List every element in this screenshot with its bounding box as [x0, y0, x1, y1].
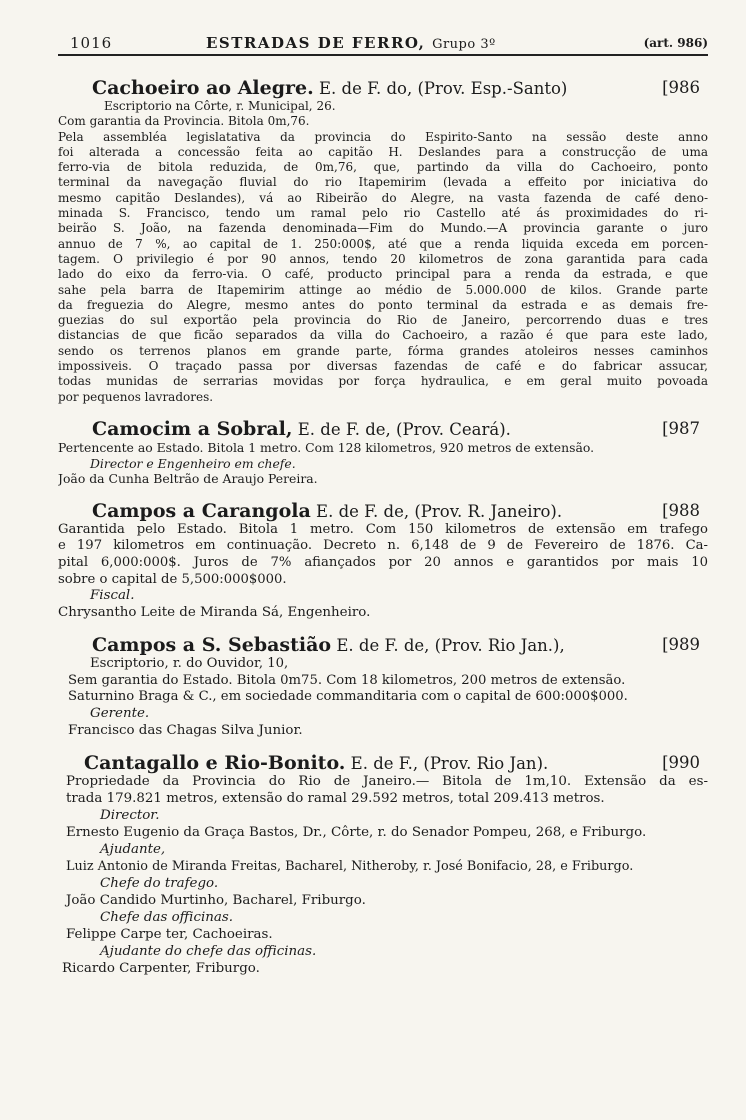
- railway-name: Campos a S. Sebastião: [92, 634, 332, 657]
- person-name: João Candido Murtinho, Bacharel, Friburgo.: [66, 893, 366, 909]
- entry-line: Escriptorio, r. do Ouvidor, 10,: [90, 656, 289, 672]
- role-title: Chefe do trafego.: [100, 876, 219, 892]
- entry-line: lado do eixo da ferro-via. O café, producto principal para a renda da estrada, e que: [58, 267, 708, 282]
- entry-986: [58, 78, 708, 405]
- entry-heading: [58, 753, 708, 774]
- entry-number: [986: [662, 78, 700, 97]
- role-title: Director.: [100, 808, 160, 824]
- entry-987: [58, 419, 708, 487]
- entry-heading: [58, 419, 708, 440]
- entry-line: terminal da navegação fluvial do rio Itapemirim (levada a effeito por iniciativa do: [58, 175, 708, 190]
- entry-line: impossiveis. O traçado passa por diversas fazendas de café e do fabricar assucar,: [58, 359, 708, 374]
- entry-line: todas munidas de serrarias movidas por força hydraulica, e em geral muito povoada: [58, 374, 708, 389]
- page: [58, 28, 708, 977]
- role-title: Chefe das officinas.: [100, 910, 233, 926]
- railway-name: Camocim a Sobral,: [92, 417, 293, 440]
- entry-line: Garantida pelo Estado. Bitola 1 metro. Com 150 kilometros de extensão em trafego: [58, 521, 708, 537]
- entry-number: [990: [662, 753, 700, 773]
- role-title: Ajudante do chefe das officinas.: [100, 944, 317, 960]
- entry-line: Propriedade da Provincia do Rio de Janeiro.— Bitola de 1m,10. Extensão da es-: [66, 774, 708, 790]
- entry-heading: [58, 635, 708, 656]
- railway-name: Cantagallo e Rio-Bonito.: [84, 752, 346, 775]
- entry-line: foi alterada a concessão feita ao capitão H. Deslandes para a construcção de uma: [58, 144, 708, 159]
- entry-line: annuo de 7 %, ao capital de 1. 250:000$, até que a renda liquida exceda em porcen-: [58, 236, 708, 251]
- entry-number: [987: [662, 418, 700, 438]
- person-name: Ricardo Carpenter, Friburgo.: [62, 961, 260, 977]
- entry-line: e 197 kilometros em continuação. Decreto n. 6,148 de 9 de Fevereiro de 1876. Ca-: [58, 538, 708, 554]
- entry-line: sendo os terrenos planos em grande parte, fórma grandes atoleiros nesses caminhos: [58, 343, 708, 358]
- person-name: Ernesto Eugenio da Graça Bastos, Dr., Côrte, r. do Senador Pompeu, 268, e Friburgo.: [66, 825, 647, 841]
- entry-line: pital 6,000:000$. Juros de 7% afiançados por 20 annos e garantidos por mais 10: [58, 554, 708, 570]
- entry-line: por pequenos lavradores.: [58, 389, 214, 404]
- entry-line: beirão S. João, na fazenda denominada—Fim do Mundo.—A provincia garante o juro: [58, 221, 708, 236]
- entry-line: tagem. O privilegio é por 90 annos, tendo 20 kilometros de zona garantida para cada: [58, 251, 708, 266]
- railway-descriptor: E. de F. de, (Prov. Ceará).: [297, 419, 511, 439]
- railway-descriptor: E. de F. de, (Prov. Rio Jan.),: [336, 636, 565, 656]
- entry-number: [988: [662, 500, 700, 520]
- role-title: Gerente.: [90, 706, 150, 722]
- entry-line: minada S. Francisco, tendo um ramal pelo rio Castello até ás proximidades do ri-: [58, 206, 708, 221]
- entry-line: Pertencente ao Estado. Bitola 1 metro. Com 128 kilometros, 920 metros de extensão.: [58, 439, 595, 455]
- page-number: 1016: [70, 34, 113, 52]
- running-title: [206, 34, 496, 52]
- person-name: Luiz Antonio de Miranda Freitas, Bacharel, Nitheroby, r. José Bonifacio, 28, e Friburgo.: [66, 859, 634, 875]
- entry-line: trada 179.821 metros, extensão do ramal 29.592 metros, total 209.413 metros.: [66, 790, 605, 806]
- railway-name: Cachoeiro ao Alegre.: [92, 77, 314, 99]
- entry-line: Com garantia da Provincia. Bitola 0m,76.: [58, 114, 310, 129]
- person-name: Francisco das Chagas Silva Junior.: [68, 722, 303, 738]
- entry-988: [58, 501, 708, 622]
- entry-line: da freguezia do Alegre, mesmo antes do ponto terminal da estrada e as demais fre-: [58, 297, 708, 312]
- entry-line: sahe pela barra de Itapemirim attinge ao médio de 5.000.000 de kilos. Grande parte: [58, 282, 708, 297]
- entry-line: Director e Engenheiro em chefe.: [90, 455, 296, 471]
- entry-line: Saturnino Braga & C., em sociedade commanditaria com o capital de 600:000$000.: [68, 689, 628, 705]
- entry-heading: [58, 78, 708, 99]
- page-header: [58, 28, 708, 56]
- role-title: Fiscal.: [90, 588, 135, 604]
- railway-descriptor: E. de F. de, (Prov. R. Janeiro).: [316, 501, 563, 521]
- person-name: Felippe Carpe ter, Cachoeiras.: [66, 927, 273, 943]
- entry-989: [58, 635, 708, 739]
- entry-heading: [58, 501, 708, 522]
- entry-line: guezias do sul exportão pela provincia do Rio de Janeiro, percorrendo duas e tres: [58, 313, 708, 328]
- entry-line: João da Cunha Beltrão de Araujo Pereira.: [58, 471, 318, 487]
- railway-descriptor: E. de F., (Prov. Rio Jan).: [350, 754, 549, 774]
- entry-line: Escriptorio na Côrte, r. Municipal, 26.: [104, 99, 336, 113]
- entry-line: Pela assembléa legislatativa da provincia do Espirito-Santo na sessão deste anno: [58, 129, 708, 144]
- entry-990: [58, 753, 708, 977]
- entry-line: Sem garantia do Estado. Bitola 0m75. Com 18 kilometros, 200 metros de extensão.: [68, 672, 626, 688]
- entry-number: [989: [662, 635, 700, 655]
- entry-line: ferro-via de bitola reduzida, de 0m,76, que, partindo da villa do Cachoeiro, ponto: [58, 160, 708, 175]
- role-title: Ajudante,: [100, 842, 166, 858]
- railway-descriptor: E. de F. do, (Prov. Esp.-Santo): [319, 79, 568, 98]
- group-label: Grupo 3º: [432, 37, 496, 52]
- entry-line: mesmo capitão Deslandes), vá ao Ribeirão do Alegre, na vasta fazenda de café deno-: [58, 190, 708, 205]
- running-title-text: ESTRADAS DE FERRO,: [206, 34, 426, 52]
- article-ref: (art. 986): [643, 36, 708, 50]
- person-name: Chrysantho Leite de Miranda Sá, Engenheiro.: [58, 604, 371, 620]
- entry-line: distancias de que ficão separados da villa do Cachoeiro, a razão é que para este lado,: [58, 328, 708, 343]
- railway-name: Campos a Carangola: [92, 499, 311, 522]
- entry-line: sobre o capital de 5,500:000$000.: [58, 571, 287, 587]
